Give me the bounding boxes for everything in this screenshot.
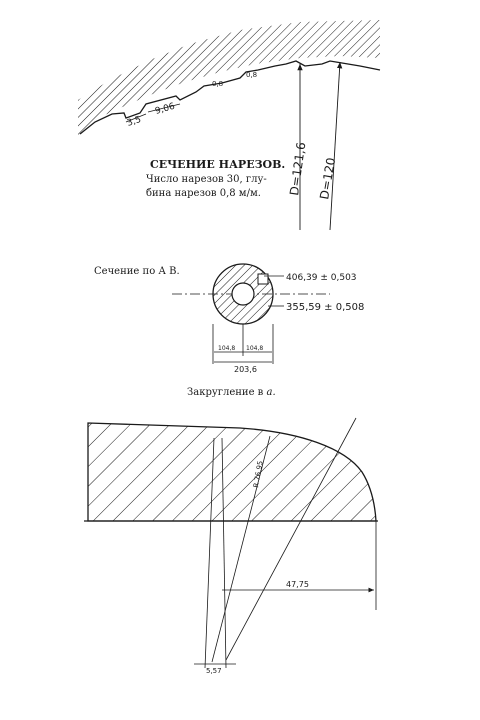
- inner-diameter-dim: 355,59 ± 0,508: [286, 302, 365, 313]
- half-width-dim-left: 104,8: [218, 345, 236, 352]
- rifling-title: СЕЧЕНИЕ НАРЕЗОВ.: [150, 158, 286, 171]
- rifling-caption-line1: Число нарезов 30, глу-: [146, 174, 267, 185]
- diameter-dim-1: D=121,6: [287, 141, 309, 197]
- rifling-caption-line2: бина нарезов 0,8 м/м.: [146, 188, 261, 199]
- section-bore: [232, 283, 254, 305]
- horizontal-dim: 47,75: [286, 580, 309, 589]
- outer-diameter-dim: 406,39 ± 0,503: [286, 273, 357, 283]
- half-width-dim-right: 104,8: [246, 345, 264, 352]
- full-width-dim: 203,6: [234, 365, 257, 374]
- diameter-dim-2: D=120: [317, 156, 339, 201]
- bottom-dim: 5,57: [206, 667, 222, 675]
- section-ab-label: Сечение по А В.: [94, 266, 180, 277]
- radius-dim: R 76,95: [252, 460, 265, 489]
- groove-width-dim: 9,06: [154, 101, 177, 117]
- rifling-section-view: [78, 20, 380, 230]
- rounding-detail-view: [84, 387, 378, 675]
- rounded-body: [88, 423, 376, 521]
- section-ab-view: [94, 264, 364, 374]
- barrel-wall-hatching: [78, 20, 380, 135]
- rounding-label: Закругление в а.: [187, 387, 276, 398]
- groove-depth-dim-b: 0,8: [246, 71, 258, 79]
- land-width-dim: 3,5: [125, 114, 143, 129]
- groove-depth-dim-a: 0,8: [212, 80, 224, 88]
